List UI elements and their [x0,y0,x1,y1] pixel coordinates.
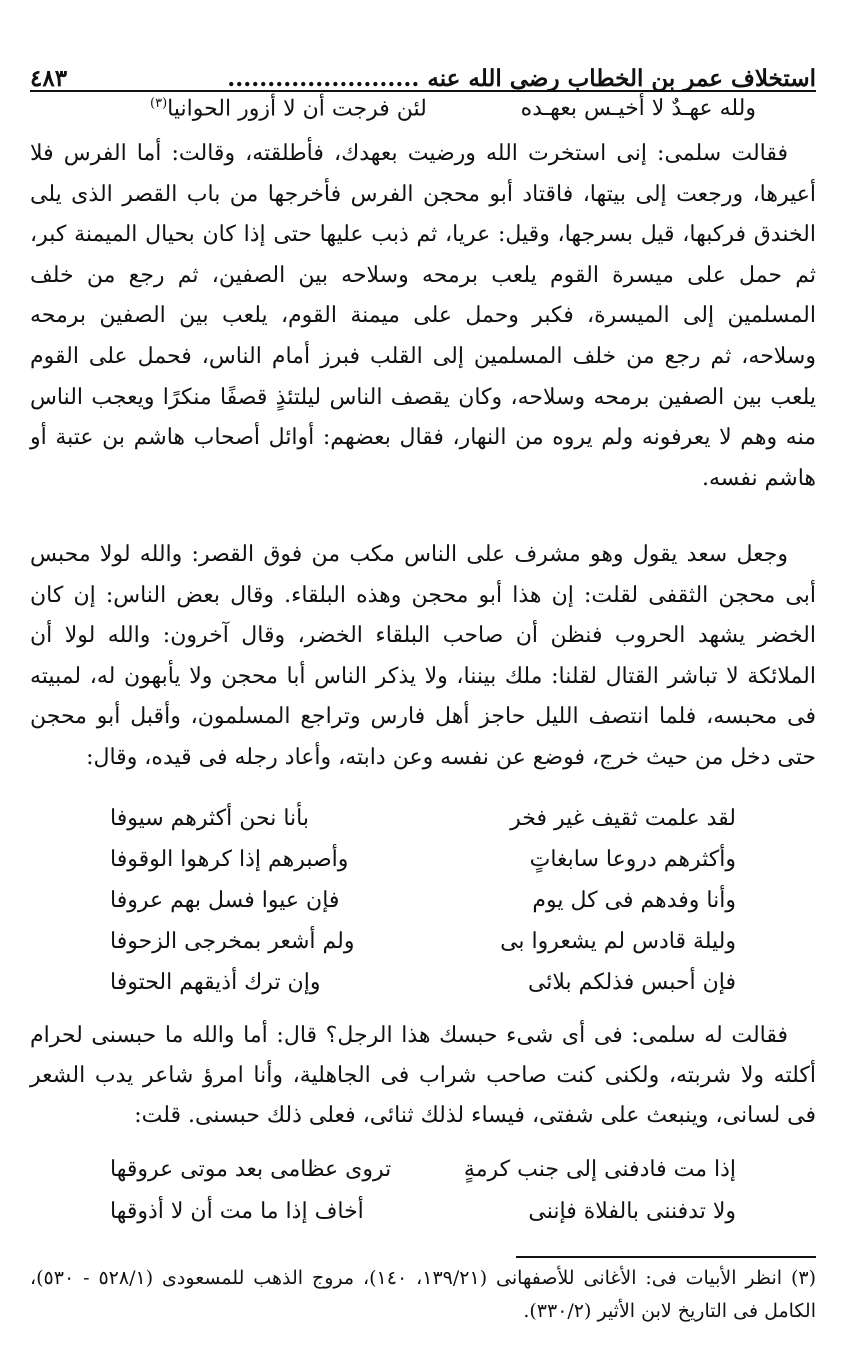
footnote: (٣) انظر الأبيات فى: الأغانى للأصفهانى (١٣٩/٢١، ١٤٠)، مروج الذهب للمسعودى (٥٢٨/١ - ٥٣٠)، الكامل فى التاريخ لابن الأثير (٣٣٠/٢). [30,1267,817,1322]
footnote-ref: (٣) [150,96,168,111]
paragraph-2-text: وجعل سعد يقول وهو مشرف على الناس مكب من فوق القصر: والله لولا محبس أبى محجن الثقفى لقلت: إن هذا أبو محجن وهذه البلقاء. وقال بعض الناس: إن كان الخضر يشهد الحروب فنظن أن صاحب البلقاء الخضر، وقال آخرون: والله لولا أن الملائكة لا تباشر القتال لقلنا: ملك بيننا، ولا يذكر الناس أبا محجن ولا يأبهون له، لمبيته فى محبسه، فلما انتصف الليل حاجز أهل فارس وتراجع المسلمون، وأقبل أبو محجن حتى دخل من حيث خرج، فوضع عن نفسه وعن دابته، وأعاد رجله فى قيده، وقال: [30,542,816,770]
poem-line [110,929,736,970]
hemistich-right: وأكثرهم دروعا سابغاتٍ [529,847,736,872]
poem-line [110,1157,736,1199]
poem-line [110,1199,736,1241]
hemistich-left: تروى عظامى بعد موتى عروقها [110,1157,392,1182]
poem-2 [110,1157,736,1241]
footnote-rule [516,1256,816,1258]
paragraph-2 [30,535,816,779]
verse-top-left: لئن فرجت أن لا أزور الحوانيا$^{(٣)}$ [150,96,427,122]
hemistich-right: لقد علمت ثقيف غير فخر [510,806,736,831]
poem-line [110,806,736,847]
poem-line [110,847,736,888]
hemistich-right: وليلة قادس لم يشعروا بى [500,929,736,954]
hemistich-left: أخاف إذا ما مت أن لا أذوقها [110,1199,364,1224]
paragraph-1 [30,134,816,499]
running-title: استخلاف عمر بن الخطاب رضى الله عنه ........................ [227,65,816,92]
hemistich-left: وإن ترك أذيقهم الحتوفا [110,970,321,995]
paragraph-1-text: فقالت سلمى: إنى استخرت الله ورضيت بعهدك، فأطلقته، وقالت: أما الفرس فلا أعيرها، ورجعت إلى بيتها، فاقتاد أبو محجن الفرس فأخرجها من باب القصر الذى يلى الخندق فركبها، قيل بسرجها، وقيل: عريا، ثم ذبب عليها حتى إذا كان بحيال الميمنة كبر، ثم حمل على ميسرة القوم يلعب برمحه وسلاحه بين الصفين، ثم رجع من خلف المسلمين إلى الميسرة، فكبر وحمل على ميمنة القوم، يلعب بين الصفين برمحه وسلاحه، ثم رجع من خلف المسلمين إلى القلب فبرز أمام الناس، فحمل على القوم يلعب بين الصفين برمحه وسلاحه، وكان يقصف الناس ليلتئذٍ قصفًا منكرًا ويعجب الناس منه وهم لا يعرفونه ولم يروه من النهار، فقال بعضهم: أوائل أصحاب هاشم بن عتبة أو هاشم نفسه. [30,141,816,491]
poem-line [110,970,736,1011]
hemistich-left: ولم أشعر بمخرجى الزحوفا [110,929,355,954]
hemistich-right: ولا تدفننى بالفلاة فإننى [528,1199,736,1224]
hemistich-left: فإن عيوا فسل بهم عروفا [110,888,340,913]
hemistich-right: وأنا وفدهم فى كل يوم [532,888,736,913]
verse-top [150,96,756,132]
header-rule [30,90,816,92]
poem-1 [110,806,736,1011]
page-number: ٤٨٣ [30,65,68,92]
hemistich-right: إذا مت فادفنى إلى جنب كرمةٍ [463,1157,736,1182]
hemistich-left: وأصبرهم إذا كرهوا الوقوفا [110,847,349,872]
poem-line [110,888,736,929]
paragraph-3 [30,1016,816,1136]
hemistich-right: فإن أحبس فذلكم بلائى [527,970,736,995]
page-header [30,52,816,92]
verse-top-right: ولله عهـدٌ لا أخيـس بعهـده [520,96,756,121]
paragraph-3-text: فقالت له سلمى: فى أى شىء حبسك هذا الرجل؟ قال: أما والله ما حبسنى لحرام أكلته ولا شربته، ولكنى كنت صاحب شراب فى الجاهلية، وأنا امرؤ شاعر يدب الشعر فى لسانى، وينبعث على شفتى، فيساء لذلك ثنائى، فعلى ذلك حبسنى. قلت: [30,1023,816,1128]
hemistich-left: بأنا نحن أكثرهم سيوفا [110,806,309,831]
